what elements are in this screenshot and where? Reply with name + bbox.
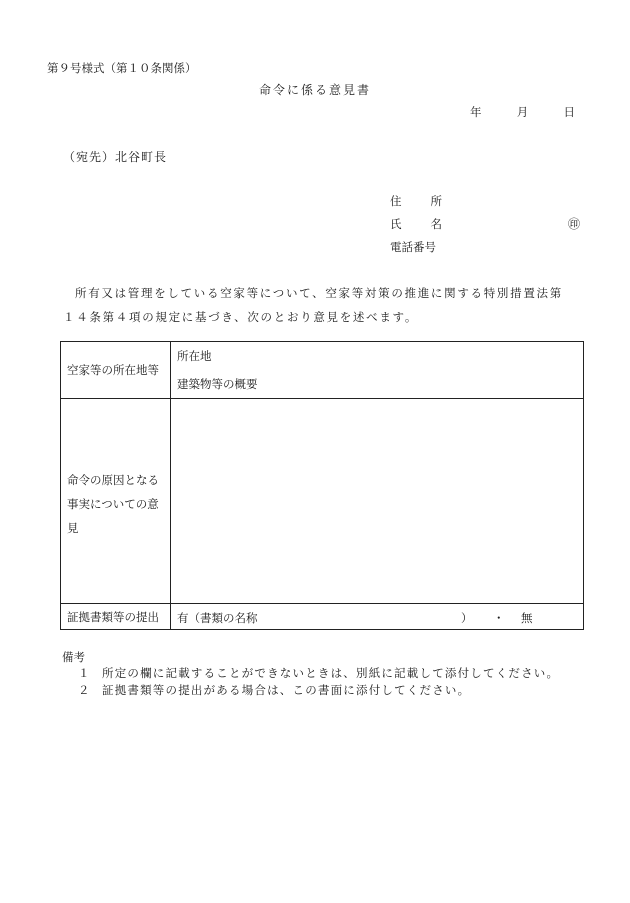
- address-row: [390, 193, 580, 216]
- evidence-have-option: 有（書類の名称: [177, 611, 258, 625]
- evidence-label: 証拠書類等の提出: [61, 604, 171, 630]
- table-row-evidence: [61, 604, 584, 630]
- notes-list: [78, 665, 559, 699]
- body-line-1: 所有又は管理をしている空家等について、空家等対策の推進に関する特別措置法第: [75, 286, 563, 300]
- applicant-block: [390, 193, 580, 262]
- evidence-close-paren: ）: [461, 611, 473, 625]
- evidence-separator: ・: [493, 611, 505, 625]
- body-line-2: １４条第４項の規定に基づき、次のとおり意見を述べます。: [63, 310, 419, 324]
- evidence-none-option: 無: [521, 611, 533, 625]
- body-paragraph: [63, 281, 587, 329]
- opinion-table: [60, 341, 584, 630]
- date-month: 月: [516, 105, 529, 119]
- address-label: 住 所: [390, 194, 442, 208]
- date-line: [470, 104, 575, 120]
- building-overview-item: 建築物等の概要: [177, 377, 258, 391]
- opinion-label: 命令の原因となる 事実についての意 見: [61, 399, 171, 604]
- addressee: （宛先）北谷町長: [63, 150, 168, 164]
- table-row-location: [61, 342, 584, 399]
- opinion-field: [171, 399, 584, 604]
- address-item: 所在地: [177, 349, 212, 363]
- date-day: 日: [563, 105, 575, 119]
- location-label: 空家等の所在地等: [61, 342, 171, 399]
- name-label: 氏 名: [390, 217, 442, 231]
- phone-label: 電話番号: [390, 240, 436, 254]
- form-number: 第９号様式（第１０条関係）: [47, 61, 197, 75]
- table-row-opinion: [61, 399, 584, 604]
- name-row: [390, 216, 580, 239]
- notes-heading: 備考: [62, 650, 85, 664]
- note-item: ２ 証拠書類等の提出がある場合は、この書面に添付してください。: [78, 683, 471, 697]
- location-fields: [171, 342, 584, 399]
- note-item: １ 所定の欄に記載することができないときは、別紙に記載して添付してください。: [78, 666, 560, 680]
- seal-mark: ㊞: [567, 217, 580, 231]
- phone-row: [390, 239, 580, 262]
- date-year: 年: [470, 105, 482, 119]
- evidence-field: [171, 604, 584, 630]
- document-title: 命令に係る意見書: [258, 83, 371, 97]
